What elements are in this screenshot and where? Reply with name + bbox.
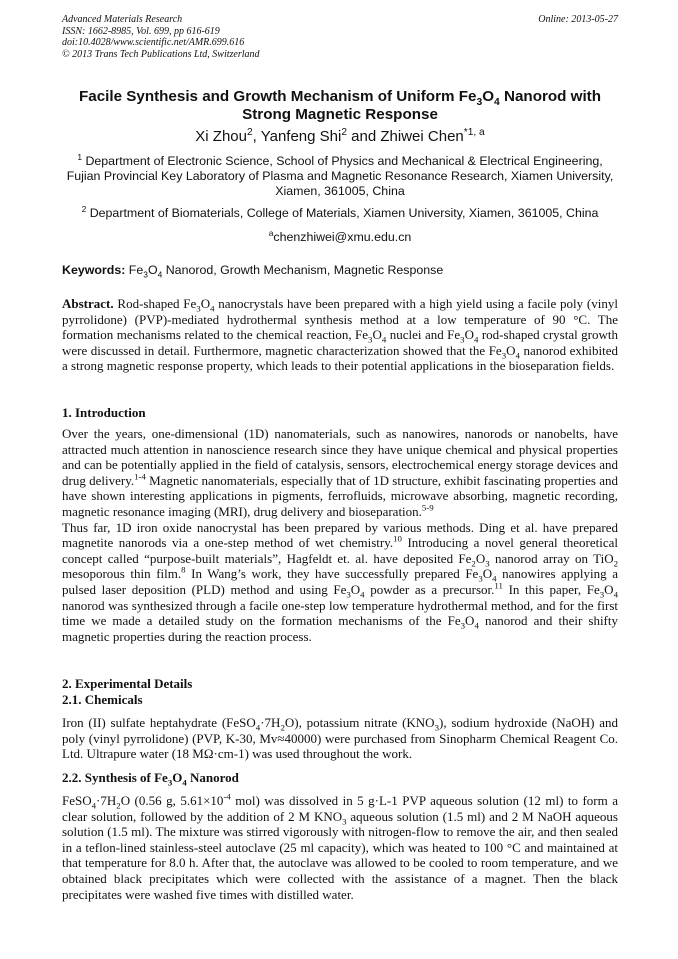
abstract-label: Abstract.	[62, 296, 114, 311]
abstract	[62, 296, 618, 374]
abstract-text: O	[464, 327, 474, 343]
chemicals-text: Iron (II) sulfate heptahydrate (FeSO	[62, 715, 256, 730]
synthesis-paragraph	[62, 793, 618, 902]
intro-text: nanorod was synthesized through a facile one-step low temperature hydrothermal method, and for the first time we made a detailed study on the formation mechanisms of the Fe	[62, 597, 618, 629]
subscript: 4	[91, 800, 97, 811]
intro-text: O	[604, 581, 614, 597]
intro-paragraph-1	[62, 426, 618, 520]
paper-title	[62, 88, 618, 124]
abstract-text: nanocrystals have been prepared with a high yield using a facile poly (vinyl pyrrolidone) (PVP)-mediated hydrothermal synthesis method at a low temperature of 90 °C. The formation mechanisms related to the chemical reaction, Fe	[62, 296, 618, 343]
subscript: 4	[255, 722, 261, 733]
subscript: 4	[360, 589, 365, 600]
intro-text: In Wang’s work, they have successfully prepared Fe	[185, 566, 479, 582]
subscript: 4	[613, 589, 618, 600]
intro-text: nanowires applying a pulsed laser deposition (PLD) method and using Fe	[62, 566, 618, 597]
keywords-subscript: 3	[143, 269, 148, 280]
intro-text: Introducing a novel general theoretical concept called “purpose-built materials”, Hagfeldt et. al. have deposited Fe	[62, 535, 618, 566]
abstract-paragraph	[62, 296, 618, 374]
citation: 11	[494, 580, 503, 591]
abstract-text: O	[200, 296, 211, 311]
subscript: 3	[460, 620, 466, 631]
subscript: 2	[471, 558, 476, 569]
author-name: and Zhiwei Chen	[347, 128, 464, 145]
citation: 1-4	[134, 471, 146, 482]
heading-text: Nanorod	[186, 770, 239, 785]
intro-text: O	[482, 566, 493, 582]
journal-header	[62, 14, 618, 60]
subscript: 2	[116, 800, 121, 811]
chemicals-text: ·7H	[260, 715, 281, 730]
intro-text: mesoporous thin film.	[62, 566, 182, 582]
subscript: 4	[473, 334, 479, 345]
affil-text: Fujian Provincial Key Laboratory of Plasma and Magnetic Resonance Research, Xiamen University,	[66, 169, 614, 183]
author-affil-mark: *1, a	[463, 127, 485, 138]
keywords-line	[62, 263, 618, 280]
abstract-text: O	[506, 342, 516, 358]
subsection-heading-synthesis	[62, 770, 618, 786]
intro-text: In this paper, Fe	[502, 581, 600, 597]
keywords-label: Keywords:	[62, 263, 126, 277]
author-name: , Yanfeng Shi	[252, 128, 342, 145]
intro-text: nanorod array on TiO	[489, 550, 614, 566]
title-text: Facile Synthesis and Growth Mechanism of Uniform Fe	[78, 88, 477, 105]
keywords-text: Fe	[125, 263, 144, 277]
synthesis-text: mol) was dissolved in 5 g·L-1 PVP aqueous solution (12 ml) to form a clear solution, followed by the addition of 2 M KNO	[62, 793, 618, 824]
email-mark: a	[268, 227, 274, 238]
title-text: Nanorod with	[499, 88, 602, 105]
abstract-text: nuclei and Fe	[386, 327, 461, 343]
subscript: 4	[182, 777, 187, 788]
intro-text: O	[475, 550, 486, 566]
subscript: 3	[368, 334, 373, 345]
author-affil-mark: 2	[246, 127, 253, 138]
subscript: 4	[492, 573, 497, 584]
subscript: 4	[515, 350, 520, 361]
affil-text: Department of Biomaterials, College of Materials, Xiamen University, Xiamen, 361005, China	[89, 206, 599, 220]
chemicals-text: ), sodium hydroxide (NaOH) and poly (vinyl pyrrolidone) (PVP, K-30, Mv≈40000) were purchased from Sinopharm Chemical Reagent Co. Ltd. Ultrapure water (18 MΩ·cm-1) was used throughout the work.	[62, 715, 618, 762]
subscript: 3	[485, 558, 490, 569]
intro-text: Thus far, 1D iron oxide nanocrystal has been prepared by various methods. Ding et al. have prepared magnetite nanorods via a one-step method of wet chemistry.	[62, 519, 618, 551]
affiliation-2	[62, 203, 618, 221]
affil-number: 1	[77, 151, 82, 162]
introduction-body	[62, 426, 618, 644]
affil-text: Department of Electronic Science, School of Physics and Mechanical & Electrical Engineering,	[85, 154, 603, 168]
keywords-subscript: 4	[157, 269, 163, 280]
journal-name: Advanced Materials Research	[62, 14, 183, 25]
heading-text: O	[172, 770, 183, 785]
intro-text: Over the years, one-dimensional (1D) nanomaterials, such as nanowires, nanorods or nanobelts, have attracted much attention in nanoscience research since they have unique chemical and physical properties and can be potentially applied in the field of catalysis, sensors, electrochemical energy storage devices and drug delivery.	[62, 426, 618, 488]
abstract-text: O	[372, 327, 382, 343]
affil-number: 2	[81, 203, 87, 214]
intro-text: powder as a precursor.	[364, 581, 495, 597]
citation: 5-9	[421, 502, 434, 513]
subscript: 3	[434, 722, 439, 733]
abstract-text: nanorod exhibited a strong magnetic response property, which leads to their potential applications in the bioseparation fields.	[62, 342, 618, 374]
title-text: O	[482, 88, 495, 105]
synthesis-text: FeSO	[62, 793, 92, 808]
synthesis-text: aqueous solution (1.5 ml) and 2 M NaOH aqueous solution (1.5 ml). The mixture was stirred vigorously with nitrogen-flow to remove the air, and then sealed in a teflon-lined stainless-steel autoclave (25 ml capacity), which was heated to 100 °C and maintained at that temperature for 8.0 h. After that, the autoclave was allowed to be cooled to room temperature, and we obtained black precipitates which were collected with the assistance of a magnet. Then the black precipitates were washed five times with distilled water.	[62, 808, 618, 902]
affil-text: Xiamen, 361005, China	[275, 184, 405, 198]
subscript: 3	[196, 303, 201, 314]
subscript: 3	[167, 777, 173, 788]
email-address: chenzhiwei@xmu.edu.cn	[273, 230, 412, 244]
intro-text: O	[465, 613, 475, 629]
subscript: 3	[599, 589, 605, 600]
subscript: 4	[381, 334, 387, 345]
online-date: Online: 2013-05-27	[538, 14, 618, 25]
abstract-text: Rod-shaped Fe	[113, 296, 197, 311]
affiliation-1	[62, 151, 618, 199]
section-heading-experimental: 2. Experimental Details	[62, 676, 193, 691]
subscript: 4	[210, 303, 215, 314]
synthesis-text: O (0.56 g, 5.61×10	[120, 793, 224, 808]
intro-text: O	[350, 581, 361, 597]
author-list	[62, 128, 618, 146]
issn-line: ISSN: 1662-8985, Vol. 699, pp 616-619	[62, 25, 220, 37]
chemicals-paragraph	[62, 715, 618, 762]
chemicals-text: O), potassium nitrate (KNO	[284, 715, 435, 730]
title-subscript: 3	[476, 97, 483, 109]
author-name: Xi Zhou	[195, 128, 247, 145]
subscript: 2	[613, 558, 618, 569]
author-affil-mark: 2	[341, 127, 348, 138]
synthesis-text: ·7H	[96, 793, 117, 808]
chemicals-body	[62, 715, 618, 762]
superscript: -4	[223, 791, 231, 802]
citation: 8	[181, 565, 186, 576]
title-text: Strong Magnetic Response	[242, 106, 438, 123]
doi-line: doi:10.4028/www.scientific.net/AMR.699.616	[62, 37, 245, 48]
intro-text: Magnetic nanomaterials, especially that of 1D structure, exhibit fascinating properties and have shown interesting applications in pigments, ferrofluids, microwave absorbing, magnetic recording, magnetic resonance imaging (MRI), drug delivery and bioseparation.	[62, 472, 618, 519]
subscript: 3	[478, 573, 483, 584]
keywords-text: Nanorod, Growth Mechanism, Magnetic Response	[162, 263, 444, 277]
synthesis-body	[62, 793, 618, 902]
keywords-text: O	[147, 263, 158, 277]
subscript: 3	[460, 334, 465, 345]
subsection-heading-chemicals: 2.1. Chemicals	[62, 692, 143, 707]
title-subscript: 4	[494, 97, 500, 109]
abstract-text: rod-shaped crystal growth were discussed in detail. Furthermore, magnetic characterization showed that the Fe	[62, 327, 618, 358]
subscript: 3	[342, 816, 347, 827]
citation: 10	[393, 533, 402, 544]
subscript: 3	[346, 589, 351, 600]
intro-text: nanorod and their shifty magnetic properties during the reaction process.	[62, 613, 618, 644]
copyright-line: © 2013 Trans Tech Publications Ltd, Switzerland	[62, 48, 260, 60]
subscript: 4	[474, 620, 479, 631]
corresponding-email	[62, 227, 618, 244]
section-heading-introduction: 1. Introduction	[62, 405, 146, 420]
subscript: 3	[501, 350, 507, 361]
intro-paragraph-2	[62, 520, 618, 645]
subscript: 2	[280, 722, 285, 733]
heading-text: 2.2. Synthesis of Fe	[62, 770, 168, 785]
